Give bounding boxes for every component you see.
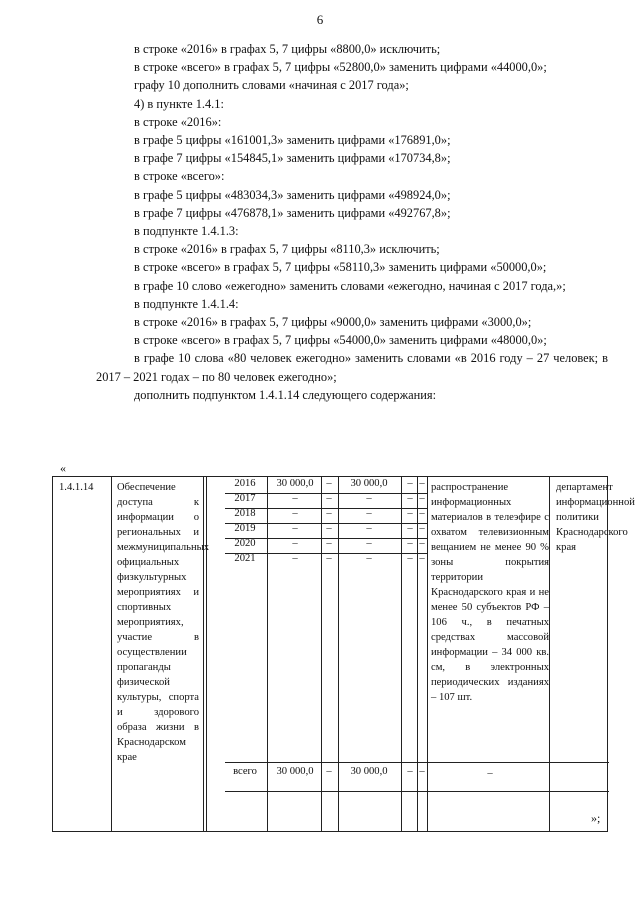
total-value: –	[419, 766, 425, 777]
paragraph: в строке «всего» в графах 5, 7 цифры «52800,0» заменить цифрами «44000,0»;	[134, 60, 547, 75]
paragraph: в подпункте 1.4.1.3:	[134, 224, 239, 239]
value-cell: –	[419, 478, 425, 489]
column-divider	[111, 477, 112, 831]
value-cell: –	[419, 508, 425, 519]
paragraph: графу 10 дополнить словами «начиная с 2017 года»;	[134, 78, 409, 93]
value-cell: –	[326, 478, 332, 489]
value-cell: –	[407, 553, 413, 564]
value-cell: –	[292, 508, 298, 519]
total-value: 30 000,0	[350, 766, 388, 777]
value-cell: –	[407, 523, 413, 534]
paragraph: в графе 7 цифры «476878,1» заменить цифрами «492767,8»;	[134, 205, 451, 220]
value-cell: –	[407, 493, 413, 504]
value-cell: –	[326, 493, 332, 504]
year-cell: 2016	[234, 478, 256, 489]
year-cell: 2019	[234, 523, 256, 534]
total-label: всего	[233, 766, 257, 777]
paragraph: в графе 7 цифры «154845,1» заменить цифрами «170734,8»;	[134, 151, 451, 166]
value-cell: 30 000,0	[276, 478, 314, 489]
column-divider	[267, 477, 268, 831]
page-number: 6	[316, 12, 324, 27]
column-divider	[549, 477, 550, 831]
value-cell: –	[419, 523, 425, 534]
value-cell: –	[292, 493, 298, 504]
executor: департамент информационной политики Краснодарского края	[556, 482, 635, 553]
column-divider	[427, 477, 428, 831]
value-cell: –	[292, 523, 298, 534]
value-cell: –	[326, 523, 332, 534]
value-cell: –	[366, 523, 372, 534]
paragraph: в строке «всего»:	[134, 169, 225, 184]
value-cell: –	[366, 553, 372, 564]
opening-quote: «	[60, 461, 66, 475]
program-table	[52, 476, 635, 832]
value-cell: –	[292, 538, 298, 549]
value-cell: –	[407, 478, 413, 489]
value-cell: –	[407, 538, 413, 549]
paragraph: в графе 5 цифры «483034,3» заменить цифрами «498924,0»;	[134, 187, 451, 202]
total-value: –	[326, 766, 332, 777]
total-result: –	[487, 768, 493, 779]
paragraph: в строке «2016»:	[134, 114, 222, 129]
paragraph: в строке «2016» в графах 5, 7 цифры «8110,3» исключить;	[134, 242, 440, 257]
item-name: Обеспечение доступа к информации о региональных и межмуниципальных официальных физкультурных мероприятиях и спортивных мероприятиях, участие в осуществлении пропаганды физической культуры, спорта и здорового образа жизни в Краснодарском крае	[117, 482, 210, 763]
year-cell: 2018	[234, 508, 256, 519]
value-cell: 30 000,0	[350, 478, 388, 489]
value-cell: –	[326, 553, 332, 564]
value-cell: –	[366, 508, 372, 519]
paragraph: дополнить подпунктом 1.4.1.14 следующего содержания:	[134, 387, 437, 402]
year-cell: 2017	[234, 493, 256, 504]
total-value: 30 000,0	[276, 766, 314, 777]
paragraph: в графе 5 цифры «161001,3» заменить цифрами «176891,0»;	[134, 133, 451, 148]
result-text: распространение информационных материалов в телеэфире с охватом телевизионным вещанием не менее 90 % зоны покрытия территории Краснодарского края и не менее 50 субъектов РФ – 106 ч., в печатных средствах массовой информации – 34 000 кв. см, в электронных периодических изданиях – 107 шт.	[431, 482, 549, 703]
value-cell: –	[407, 508, 413, 519]
column-divider	[338, 477, 339, 831]
paragraph: в строке «всего» в графах 5, 7 цифры «54000,0» заменить цифрами «48000,0»;	[134, 333, 547, 348]
paragraph: в строке «2016» в графах 5, 7 цифры «9000,0» заменить цифрами «3000,0»;	[134, 315, 532, 330]
closing-quote: »;	[591, 811, 601, 825]
value-cell: –	[326, 538, 332, 549]
total-value: –	[407, 766, 413, 777]
paragraph: в строке «2016» в графах 5, 7 цифры «8800,0» исключить;	[134, 42, 441, 56]
value-cell: –	[419, 553, 425, 564]
value-cell: –	[366, 493, 372, 504]
column-divider	[203, 477, 207, 831]
year-cell: 2020	[234, 538, 256, 549]
value-cell: –	[419, 493, 425, 504]
value-cell: –	[366, 538, 372, 549]
paragraph: в графе 10 слова «80 человек ежегодно» заменить словами «в 2016 году – 27 человек; в 2017 – 2021 годах – по 80 человек ежегодно»;	[96, 351, 608, 384]
item-number: 1.4.1.14	[59, 482, 94, 493]
column-divider	[401, 477, 402, 831]
row-divider	[225, 762, 609, 763]
amendment-text	[96, 40, 608, 404]
paragraph: в подпункте 1.4.1.4:	[134, 296, 239, 311]
value-cell: –	[292, 553, 298, 564]
paragraph: в графе 10 слово «ежегодно» заменить словами «ежегодно, начиная с 2017 года,»;	[134, 278, 566, 293]
value-cell: –	[419, 538, 425, 549]
paragraph: 4) в пункте 1.4.1:	[134, 96, 224, 111]
year-cell: 2021	[234, 553, 256, 564]
value-cell: –	[326, 508, 332, 519]
row-divider	[225, 791, 609, 792]
paragraph: в строке «всего» в графах 5, 7 цифры «58110,3» заменить цифрами «50000,0»;	[134, 260, 547, 275]
